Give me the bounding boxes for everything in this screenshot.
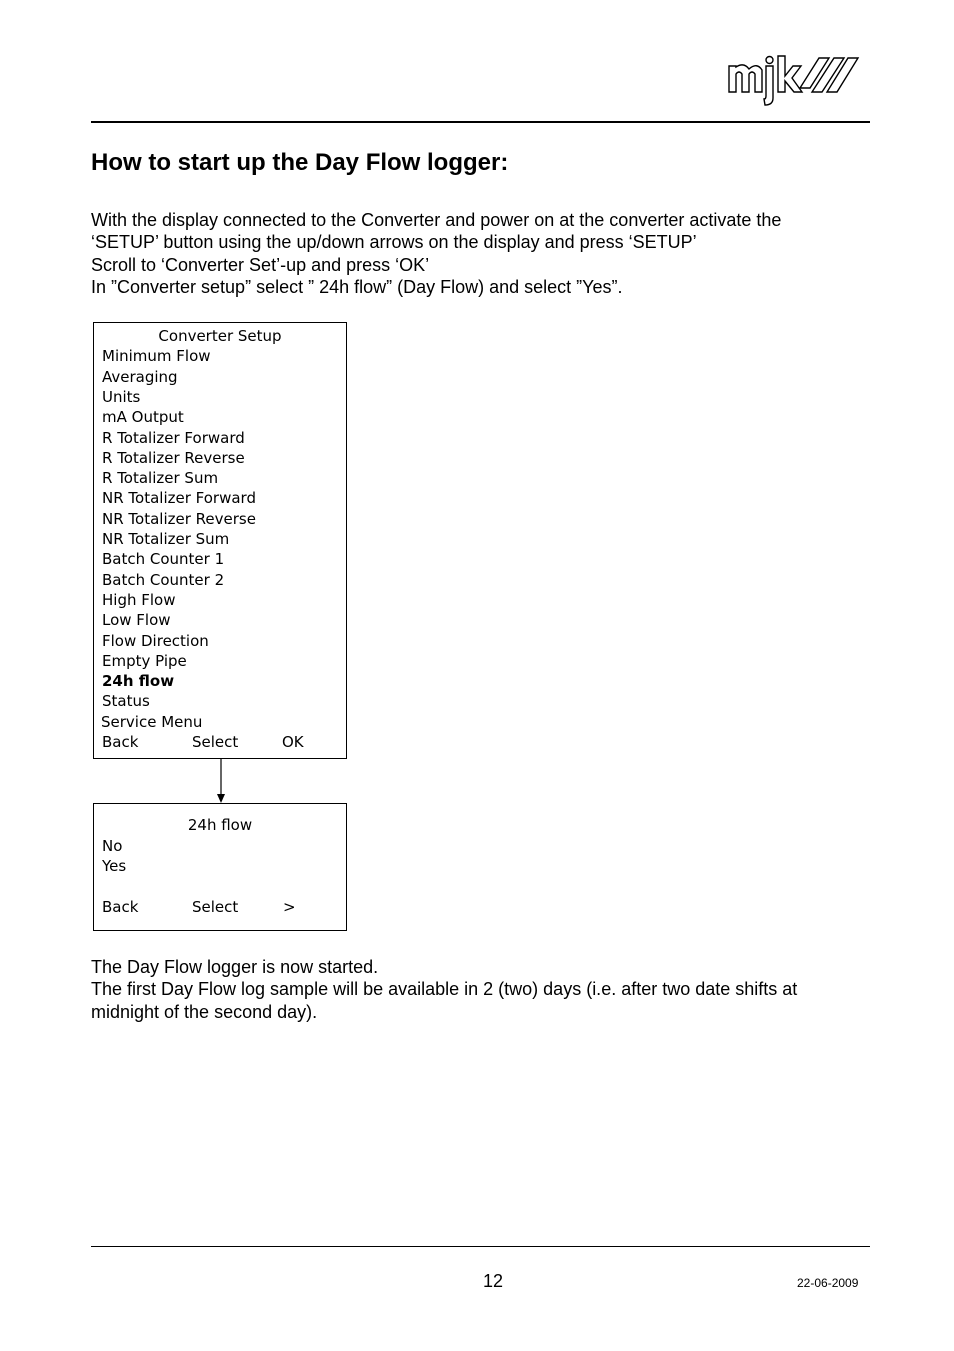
menu-item-r-totalizer-reverse: R Totalizer Reverse <box>102 448 245 467</box>
option-no: No <box>102 837 123 855</box>
menu-item-status: Status <box>102 692 150 711</box>
intro-paragraph <box>91 209 881 298</box>
softkey-select: Select <box>192 733 239 751</box>
menu-item-24h-flow-selected: 24h flow <box>102 672 175 691</box>
menu-item-empty-pipe: Empty Pipe <box>102 651 187 670</box>
intro-line: In ”Converter setup” select ” 24h flow” (Day Flow) and select ”Yes”. <box>91 276 623 297</box>
menu-item-service-menu: Service Menu <box>101 712 203 731</box>
intro-line: Scroll to ‘Converter Set’-up and press ‘OK’ <box>91 254 430 275</box>
menu-title: Converter Setup <box>158 327 282 345</box>
menu-item-nr-totalizer-sum: NR Totalizer Sum <box>102 530 230 548</box>
outro-line: midnight of the second day). <box>91 1001 318 1022</box>
header-rule <box>91 121 870 123</box>
outro-line: The first Day Flow log sample will be available in 2 (two) days (i.e. after two date shifts at <box>91 979 798 1000</box>
softkey-select: Select <box>192 898 239 916</box>
menu-item-r-totalizer-sum: R Totalizer Sum <box>102 469 219 488</box>
page-title: How to start up the Day Flow logger: <box>91 149 509 176</box>
menu-item-ma-output: mA Output <box>102 408 184 427</box>
menu-item-averaging: Averaging <box>102 367 178 386</box>
page-number: 12 <box>483 1271 504 1291</box>
down-arrow-icon <box>214 759 228 804</box>
24h-flow-screen <box>93 803 347 931</box>
softkey-back: Back <box>102 898 139 916</box>
mjk-logo <box>726 54 860 108</box>
menu-item-units: Units <box>102 387 141 406</box>
intro-line: ‘SETUP’ button using the up/down arrows on the display and press ‘SETUP’ <box>91 232 697 253</box>
converter-setup-screen <box>93 322 347 759</box>
menu-item-high-flow: High Flow <box>102 590 176 609</box>
menu-item-flow-direction: Flow Direction <box>102 631 209 650</box>
softkey-back: Back <box>102 733 139 751</box>
menu-item-low-flow: Low Flow <box>102 611 171 630</box>
intro-line: With the display connected to the Converter and power on at the converter activate the <box>91 210 782 230</box>
footer-date: 22-06-2009 <box>797 1276 859 1290</box>
softkey-ok: OK <box>282 733 304 751</box>
outro-paragraph <box>91 956 881 1023</box>
menu-item-nr-totalizer-reverse: NR Totalizer Reverse <box>102 509 256 528</box>
footer-rule <box>91 1246 870 1247</box>
option-yes: Yes <box>102 857 127 875</box>
menu-item-r-totalizer-forward: R Totalizer Forward <box>102 428 245 447</box>
softkey-next: > <box>283 898 296 916</box>
menu-item-minimum-flow: Minimum Flow <box>102 347 211 366</box>
outro-line: The Day Flow logger is now started. <box>91 957 379 977</box>
menu-title: 24h flow <box>187 816 253 834</box>
menu-item-batch-counter-1: Batch Counter 1 <box>102 550 225 569</box>
menu-item-batch-counter-2: Batch Counter 2 <box>102 570 225 589</box>
menu-item-nr-totalizer-forward: NR Totalizer Forward <box>102 489 256 508</box>
